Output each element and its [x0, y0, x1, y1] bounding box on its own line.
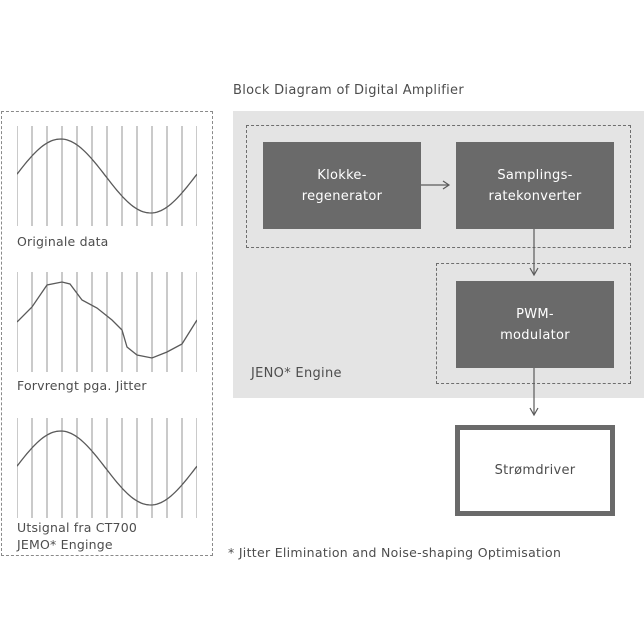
- footnote: * Jitter Elimination and Noise-shaping Optimisation: [228, 545, 562, 560]
- sampling-rate-converter-block: Samplings- ratekonverter: [456, 142, 614, 229]
- caption-jitter: Forvrengt pga. Jitter: [17, 378, 147, 393]
- engine-label: JENO* Engine: [251, 366, 342, 381]
- caption-output: Utsignal fra CT700 JEMO* Enginge: [17, 520, 137, 552]
- current-driver-label: Strømdriver: [494, 463, 576, 478]
- clock-regenerator-block: Klokke- regenerator: [263, 142, 421, 229]
- caption-original: Originale data: [17, 234, 109, 249]
- diagram-title: Block Diagram of Digital Amplifier: [233, 83, 464, 98]
- pwm-modulator-block: PWM- modulator: [456, 281, 614, 368]
